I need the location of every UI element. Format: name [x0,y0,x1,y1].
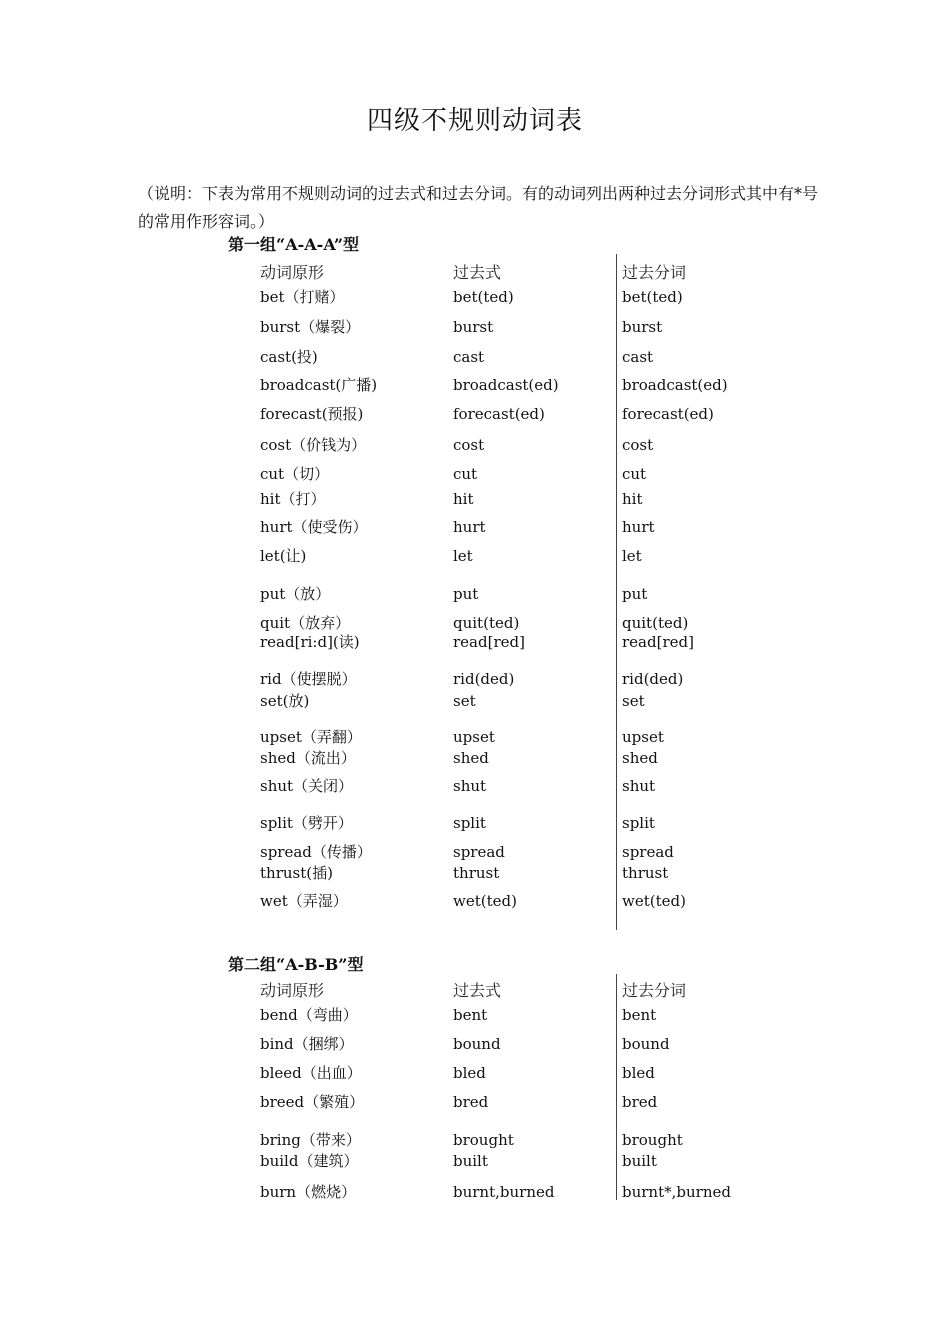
verb-base-form: let(让) [260,547,307,565]
verb-past-tense: quit(ted) [453,614,520,632]
verb-past-tense: split [453,814,486,832]
verb-base-form: cost（价钱为） [260,436,367,454]
verb-base-form: wet（弄湿） [260,892,348,910]
verb-base-form: bring（带来） [260,1131,361,1149]
verb-past-tense: hurt [453,518,486,536]
column-divider [616,254,617,930]
verb-past-tense: brought [453,1131,514,1149]
verb-past-tense: thrust [453,864,500,882]
verb-past-participle: brought [622,1131,683,1149]
verb-past-participle: cost [622,436,654,454]
verb-past-participle: bred [622,1093,658,1111]
verb-base-form: thrust(插) [260,864,333,882]
verb-past-tense: wet(ted) [453,892,517,910]
verb-past-participle: bound [622,1035,670,1053]
verb-base-form: forecast(预报) [260,405,364,423]
verb-past-tense: burnt,burned [453,1183,555,1201]
verb-past-participle: bet(ted) [622,288,683,306]
verb-past-participle: spread [622,843,674,861]
verb-past-tense: cast [453,348,485,366]
page-title: 四级不规则动词表 [366,106,583,136]
verb-base-form: breed（繁殖） [260,1093,365,1111]
verb-base-form: bleed（出血） [260,1064,362,1082]
verb-base-form: bind（捆绑） [260,1035,354,1053]
verb-base-form: read[ri:d](读) [260,633,360,651]
group-title: 第二组“A-B-B”型 [228,955,364,974]
verb-past-tense: burst [453,318,494,336]
verb-past-participle: hurt [622,518,655,536]
verb-past-participle: forecast(ed) [622,405,714,423]
verb-past-participle: burnt*,burned [622,1183,731,1201]
verb-past-tense: hit [453,490,474,508]
verb-base-form: bet（打赌） [260,288,345,306]
explanation-note: （说明：下表为常用不规则动词的过去式和过去分词。有的动词列出两种过去分词形式其中有*号的常用作形容词。） [138,184,819,231]
verb-past-participle: burst [622,318,663,336]
header-base-form: 动词原形 [260,263,325,282]
verb-past-participle: bled [622,1064,655,1082]
verb-base-form: rid（使摆脱） [260,670,357,688]
column-divider [616,974,617,1200]
verb-past-tense: bent [453,1006,488,1024]
verb-past-tense: bet(ted) [453,288,514,306]
verb-past-participle: quit(ted) [622,614,689,632]
verb-base-form: broadcast(广播) [260,376,378,394]
verb-past-tense: bred [453,1093,489,1111]
header-past-tense: 过去式 [453,981,502,1000]
verb-past-tense: upset [453,728,495,746]
header-past-participle: 过去分词 [622,981,687,1000]
verb-past-participle: built [622,1152,657,1170]
verb-base-form: upset（弄翻） [260,728,362,746]
verb-past-tense: spread [453,843,505,861]
verb-base-form: hurt（使受伤） [260,518,368,536]
verb-past-participle: bent [622,1006,657,1024]
verb-past-tense: bled [453,1064,486,1082]
verb-past-tense: built [453,1152,488,1170]
verb-past-tense: shed [453,749,489,767]
verb-past-tense: forecast(ed) [453,405,545,423]
verb-past-participle: rid(ded) [622,670,684,688]
verb-base-form: put（放） [260,585,331,603]
verb-past-participle: read[red] [622,633,694,651]
header-past-tense: 过去式 [453,263,502,282]
verb-base-form: set(放) [260,692,310,710]
verb-past-tense: rid(ded) [453,670,515,688]
verb-past-participle: cut [622,465,647,483]
verb-base-form: build（建筑） [260,1152,359,1170]
verb-past-tense: read[red] [453,633,525,651]
verb-past-participle: shed [622,749,658,767]
verb-base-form: hit（打） [260,490,326,508]
verb-past-tense: cost [453,436,485,454]
verb-past-tense: cut [453,465,478,483]
verb-past-participle: wet(ted) [622,892,686,910]
verb-past-participle: thrust [622,864,669,882]
verb-base-form: burst（爆裂） [260,318,361,336]
verb-past-participle: shut [622,777,656,795]
header-past-participle: 过去分词 [622,263,687,282]
verb-base-form: shut（关闭） [260,777,354,795]
verb-base-form: cut（切） [260,465,330,483]
verb-past-participle: broadcast(ed) [622,376,728,394]
verb-past-tense: let [453,547,473,565]
verb-past-participle: hit [622,490,643,508]
verb-base-form: shed（流出） [260,749,356,767]
header-base-form: 动词原形 [260,981,325,1000]
verb-base-form: bend（弯曲） [260,1006,358,1024]
verb-past-participle: cast [622,348,654,366]
verb-past-tense: shut [453,777,487,795]
group-title: 第一组“A-A-A”型 [228,235,360,254]
verb-base-form: cast(投) [260,348,318,366]
verb-base-form: quit（放弃） [260,614,351,632]
verb-past-participle: set [622,692,645,710]
verb-base-form: split（劈开） [260,814,353,832]
verb-past-participle: upset [622,728,664,746]
verb-base-form: spread（传播） [260,843,372,861]
verb-past-tense: set [453,692,476,710]
verb-past-participle: split [622,814,655,832]
verb-base-form: burn（燃烧） [260,1183,357,1201]
verb-past-participle: put [622,585,648,603]
verb-past-tense: broadcast(ed) [453,376,559,394]
verb-past-participle: let [622,547,642,565]
verb-past-tense: bound [453,1035,501,1053]
verb-past-tense: put [453,585,479,603]
